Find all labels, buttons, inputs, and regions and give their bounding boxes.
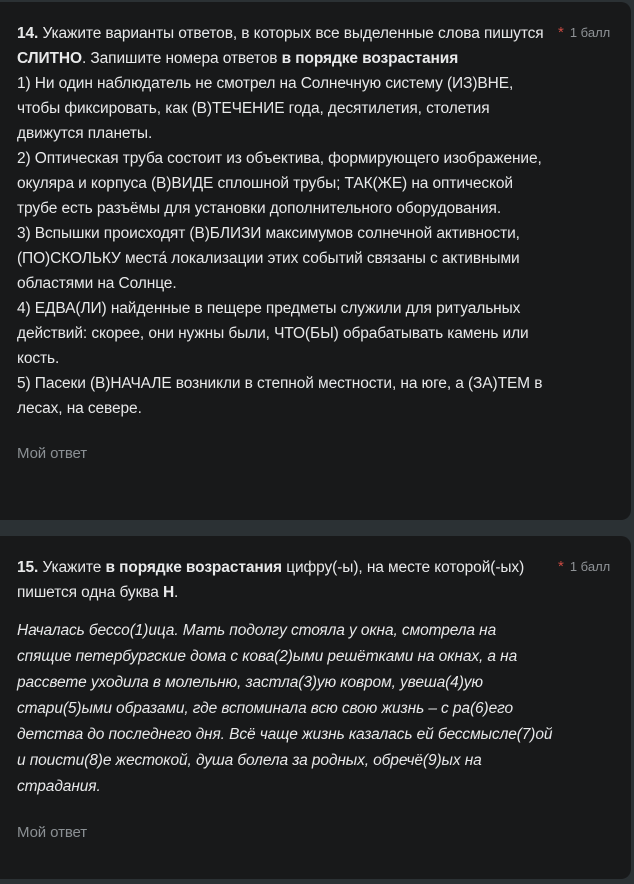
question-title-text: цифру(-ы), на месте которой(-ых) пишется одна буква [17, 559, 525, 601]
option-4: 4) ЕДВА(ЛИ) найденные в пещере предметы служили для ритуальных действий: скорее, они нужны были, ЧТО(БЫ) обрабатывать камень или кость. [17, 300, 529, 367]
question-14-title [17, 21, 554, 71]
question-number: 14. [17, 25, 39, 42]
option-2: 2) Оптическая труба состоит из объектива, формирующего изображение, окуляра и корпуса (В)ВИДЕ сплошной трубы; ТАК(ЖЕ) на оптической трубе есть разъёмы для установки дополнительного оборудования. [17, 150, 542, 217]
points-badge-q15 [554, 555, 610, 576]
card-divider [0, 520, 634, 536]
answer-input-q15[interactable] [17, 820, 554, 845]
points-badge-q14 [554, 21, 610, 42]
question-title-text: . [174, 584, 179, 601]
question-15-title [17, 555, 554, 605]
question-card-15-inner [0, 536, 631, 879]
answer-input-q14[interactable] [17, 441, 554, 466]
question-14-body [17, 21, 554, 466]
question-14-options [17, 71, 554, 421]
option-3: 3) Вспышки происходят (В)БЛИЗИ максимумов солнечной активности, (ПО)СКОЛЬКУ места́ локализации этих событий связаны с активными областями на Солнце. [17, 225, 520, 292]
question-title-emphasis: Н [162, 584, 175, 601]
question-15-body [17, 555, 554, 845]
question-card-14 [0, 2, 631, 520]
question-title-emphasis: СЛИТНО [17, 50, 82, 67]
answer-placeholder: Мой ответ [17, 824, 88, 841]
points-label: 1 балл [569, 25, 611, 40]
question-number: 15. [17, 559, 39, 576]
required-asterisk-icon: * [558, 558, 564, 575]
option-1: 1) Ни один наблюдатель не смотрел на Солнечную систему (ИЗ)ВНЕ, чтобы фиксировать, как (В)ТЕЧЕНИЕ года, десятилетия, столетия движутся планеты. [17, 75, 514, 142]
question-card-14-inner [0, 2, 631, 500]
points-label: 1 балл [569, 559, 611, 574]
option-5: 5) Пасеки (В)НАЧАЛЕ возникли в степной местности, на юге, а (ЗА)ТЕМ в лесах, на севере. [17, 375, 543, 417]
question-title-text: Укажите варианты ответов, в которых все выделенные слова пишутся [38, 25, 544, 42]
question-title-text: . Запишите номера ответов [81, 50, 282, 67]
question-title-emphasis: в порядке возрастания [281, 50, 459, 67]
question-title-text: Укажите [38, 559, 106, 576]
question-15-passage: Началась бессо(1)ица. Мать подолгу стояла у окна, смотрела на спящие петербургские дома с кова(2)ыми решётками на окнах, а на рассвете уходила в молельню, застла(3)ую ковром, увеша(4)ую стари(5)ыми образами, где вспоминала всю свою жизнь – с ра(6)его детства до последнего дня. Всё чаще жизнь казалась ей бессмысле(7)ой и поисти(8)е жестокой, душа болела за родных, обречё(9)ых на страдания. [17, 622, 553, 795]
question-card-15 [0, 536, 631, 879]
required-asterisk-icon: * [558, 24, 564, 41]
question-title-emphasis: в порядке возрастания [105, 559, 282, 576]
answer-placeholder: Мой ответ [17, 445, 88, 462]
